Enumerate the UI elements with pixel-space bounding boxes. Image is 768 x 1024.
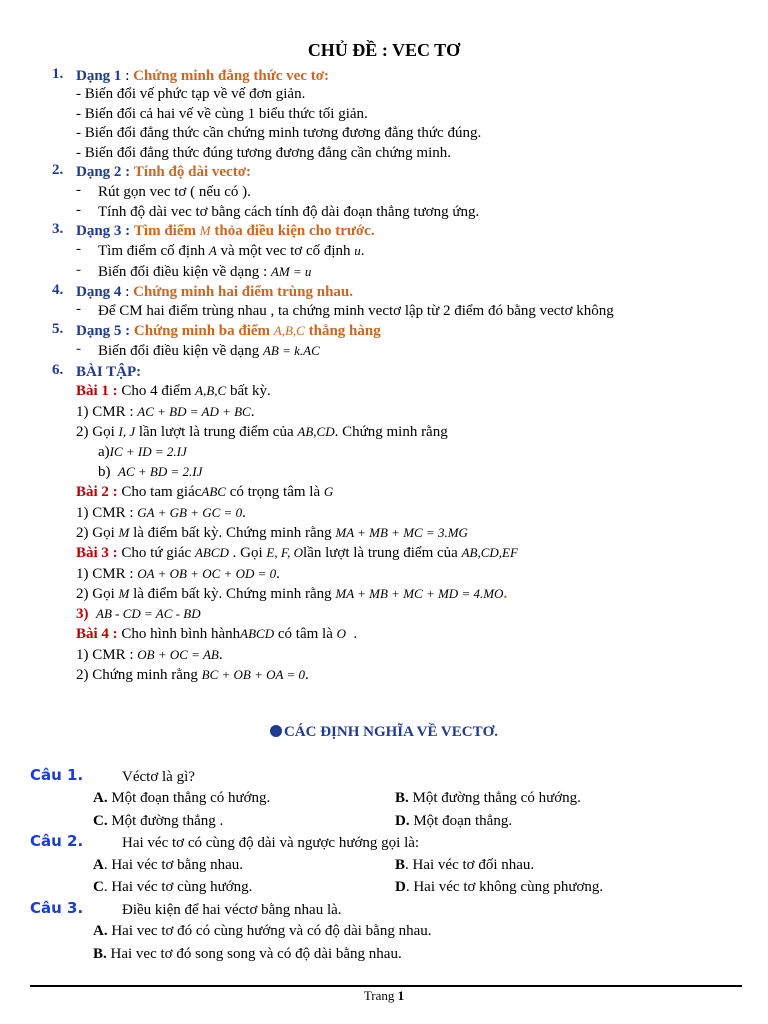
exercises-heading: BÀI TẬP: (76, 364, 142, 380)
question-1-option-d: D. Một đoạn thẳng. (395, 813, 513, 829)
bai-2-item-1: 1) CMR : GA + GB + GC = 0. (76, 505, 246, 521)
bai-3-item-1: 1) CMR : OA + OB + OC + OD = 0. (76, 566, 280, 582)
question-1-option-a: A. Một đoạn thẳng có hướng. (93, 790, 271, 806)
page-footer: Trang 1 (363, 988, 405, 1003)
question-1-option-c: C. Một đường thẳng . (93, 813, 224, 829)
form-3-heading: Dạng 3 : Tìm điểm M thỏa điều kiện cho trước. (76, 223, 375, 239)
bai-3-statement: Bài 3 : Cho tứ giác ABCD . Gọi E, F, Olần lượt là trung điểm của AB,CD,EF (76, 545, 518, 561)
page-number: 1 (397, 988, 405, 1003)
bai-1-item-2: 2) Gọi I, J lần lượt là trung điểm của AB,CD. Chứng minh rằng (76, 424, 448, 440)
form-5-heading: Dạng 5 : Chứng minh ba điểm A,B,C thẳng hàng (76, 323, 381, 339)
bai-4-item-1: 1) CMR : OB + OC = AB. (76, 647, 223, 663)
question-2-option-b: B. Hai véc tơ đối nhau. (395, 857, 535, 873)
form-1-number: 1. (52, 66, 64, 82)
form-2-dash-2: - (76, 202, 81, 218)
form-5-line: Biến đổi điều kiện về dạng AB = k.AC (98, 343, 320, 359)
bai-1-item-1: 1) CMR : AC + BD = AD + BC. (76, 404, 255, 420)
bai-1-statement: Bài 1 : Cho 4 điểm A,B,C bất kỳ. (76, 383, 271, 399)
form-1-line-4: - Biến đổi đẳng thức đúng tương đương đẳng cần chứng minh. (76, 145, 451, 161)
bai-3-item-3: 3) AB - CD = AC - BD (76, 606, 201, 622)
form-1-heading: Dạng 1 : Chứng minh đẳng thức vec tơ: (76, 68, 330, 84)
form-3-dash-2: - (76, 262, 81, 278)
form-5-dash: - (76, 341, 81, 357)
form-3-line-2: Biến đổi điều kiện về dạng : AM = u (98, 264, 312, 280)
question-3-text: Điều kiện để hai véctơ bằng nhau là. (122, 902, 342, 918)
form-4-number: 4. (52, 282, 64, 298)
question-1-text: Véctơ là gì? (122, 769, 195, 785)
form-2-heading: Dạng 2 : Tính độ dài vectơ: (76, 164, 251, 180)
question-2-label: Câu 2. (30, 832, 84, 850)
question-2-option-c: C. Hai véc tơ cùng hướng. (93, 879, 253, 895)
bullet-icon (270, 725, 282, 737)
question-1-label: Câu 1. (30, 766, 84, 784)
bai-3-item-2: 2) Gọi M là điểm bất kỳ. Chứng minh rằng MA + MB + MC + MD = 4.MO. (76, 586, 508, 602)
form-1-line-3: - Biến đổi đẳng thức cần chứng minh tương đương đẳng thức đúng. (76, 125, 482, 141)
form-2-line-1: Rút gọn vec tơ ( nếu có ). (98, 184, 251, 200)
bai-1-item-2a: a)IC + ID = 2.IJ (98, 444, 187, 460)
question-2-option-a: A. Hai véc tơ bằng nhau. (93, 857, 243, 873)
question-3-option-b: B. Hai vec tơ đó song song và có độ dài bằng nhau. (93, 946, 402, 962)
form-3-line-1: Tìm điểm cố định A và một vec tơ cố định u. (98, 243, 365, 259)
question-3-option-a: A. Hai vec tơ đó có cùng hướng và có độ dài bằng nhau. (93, 923, 432, 939)
question-2-text: Hai véc tơ có cùng độ dài và ngược hướng gọi là: (122, 835, 420, 851)
section-heading: CÁC ĐỊNH NGHĨA VỀ VECTƠ. (0, 724, 768, 741)
form-4-heading: Dạng 4 : Chứng minh hai điểm trùng nhau. (76, 284, 354, 300)
form-1-line-1: - Biến đổi vế phức tạp về vế đơn giản. (76, 86, 306, 102)
form-2-line-2: Tính độ dài vec tơ bằng cách tính độ dài đoạn thẳng tương ứng. (98, 204, 480, 220)
page-title: CHỦ ĐỀ : VEC TƠ (307, 40, 461, 60)
footer-divider (30, 985, 742, 987)
bai-2-statement: Bài 2 : Cho tam giácABC có trọng tâm là G (76, 484, 334, 500)
form-3-dash-1: - (76, 241, 81, 257)
form-4-dash: - (76, 301, 81, 317)
question-2-option-d: D. Hai véc tơ không cùng phương. (395, 879, 604, 895)
form-2-number: 2. (52, 162, 64, 178)
form-4-line: Để CM hai điểm trùng nhau , ta chứng minh vectơ lập từ 2 điểm đó bằng vectơ không (98, 303, 614, 319)
bai-2-item-2: 2) Gọi M là điểm bất kỳ. Chứng minh rằng MA + MB + MC = 3.MG (76, 525, 468, 541)
exercises-number: 6. (52, 362, 64, 378)
form-1-line-2: - Biến đổi cả hai vế về cùng 1 biểu thức tối giản. (76, 106, 368, 122)
bai-4-statement: Bài 4 : Cho hình bình hànhABCD có tâm là O . (76, 626, 358, 642)
bai-4-item-2: 2) Chứng minh rằng BC + OB + OA = 0. (76, 667, 309, 683)
bai-1-item-2b: b) AC + BD = 2.IJ (98, 464, 203, 480)
question-3-label: Câu 3. (30, 899, 84, 917)
form-2-dash-1: - (76, 182, 81, 198)
form-5-number: 5. (52, 321, 64, 337)
form-3-number: 3. (52, 221, 64, 237)
question-1-option-b: B. Một đường thẳng có hướng. (395, 790, 581, 806)
